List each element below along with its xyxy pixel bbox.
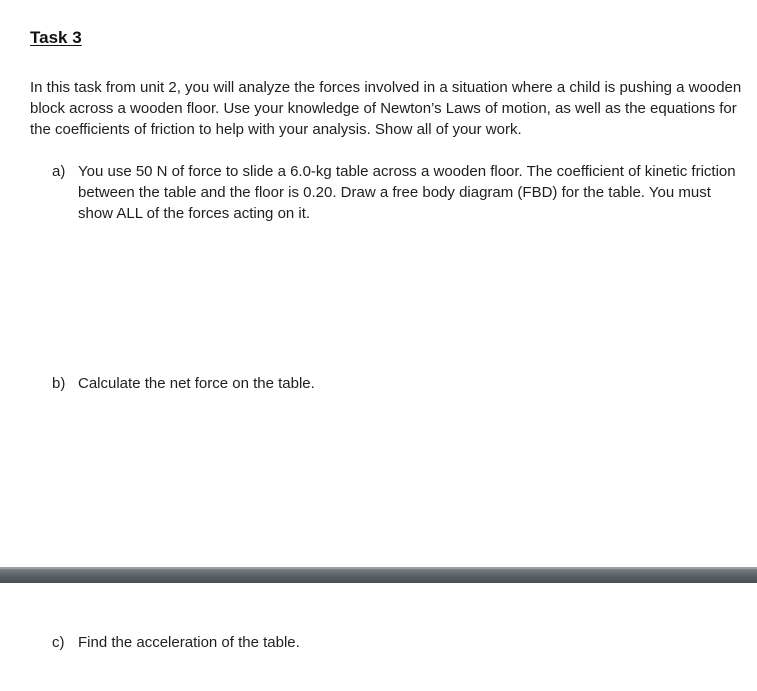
question-b-marker: b)	[52, 375, 66, 392]
question-c	[52, 632, 748, 653]
question-a	[52, 161, 748, 224]
question-b	[52, 373, 748, 394]
task-intro: In this task from unit 2, you will analyze the forces involved in a situation where a child is pushing a wooden block across a wooden floor. Use your knowledge of Newton’s Laws of motion, as well as the equations for the coefficients of friction to help with your analysis. Show all of your work.	[30, 79, 742, 138]
question-a-marker: a)	[52, 163, 66, 180]
page-break-divider	[0, 569, 757, 583]
question-c-marker: c)	[52, 634, 65, 651]
question-c-text: Find the acceleration of the table.	[78, 634, 300, 651]
task-title: Task 3	[30, 28, 82, 47]
question-b-text: Calculate the net force on the table.	[78, 375, 315, 392]
question-a-text: You use 50 N of force to slide a 6.0-kg table across a wooden floor. The coefficient of kinetic friction between the table and the floor is 0.20. Draw a free body diagram (FBD) for the table. You must show ALL of the forces acting on it.	[78, 163, 736, 222]
